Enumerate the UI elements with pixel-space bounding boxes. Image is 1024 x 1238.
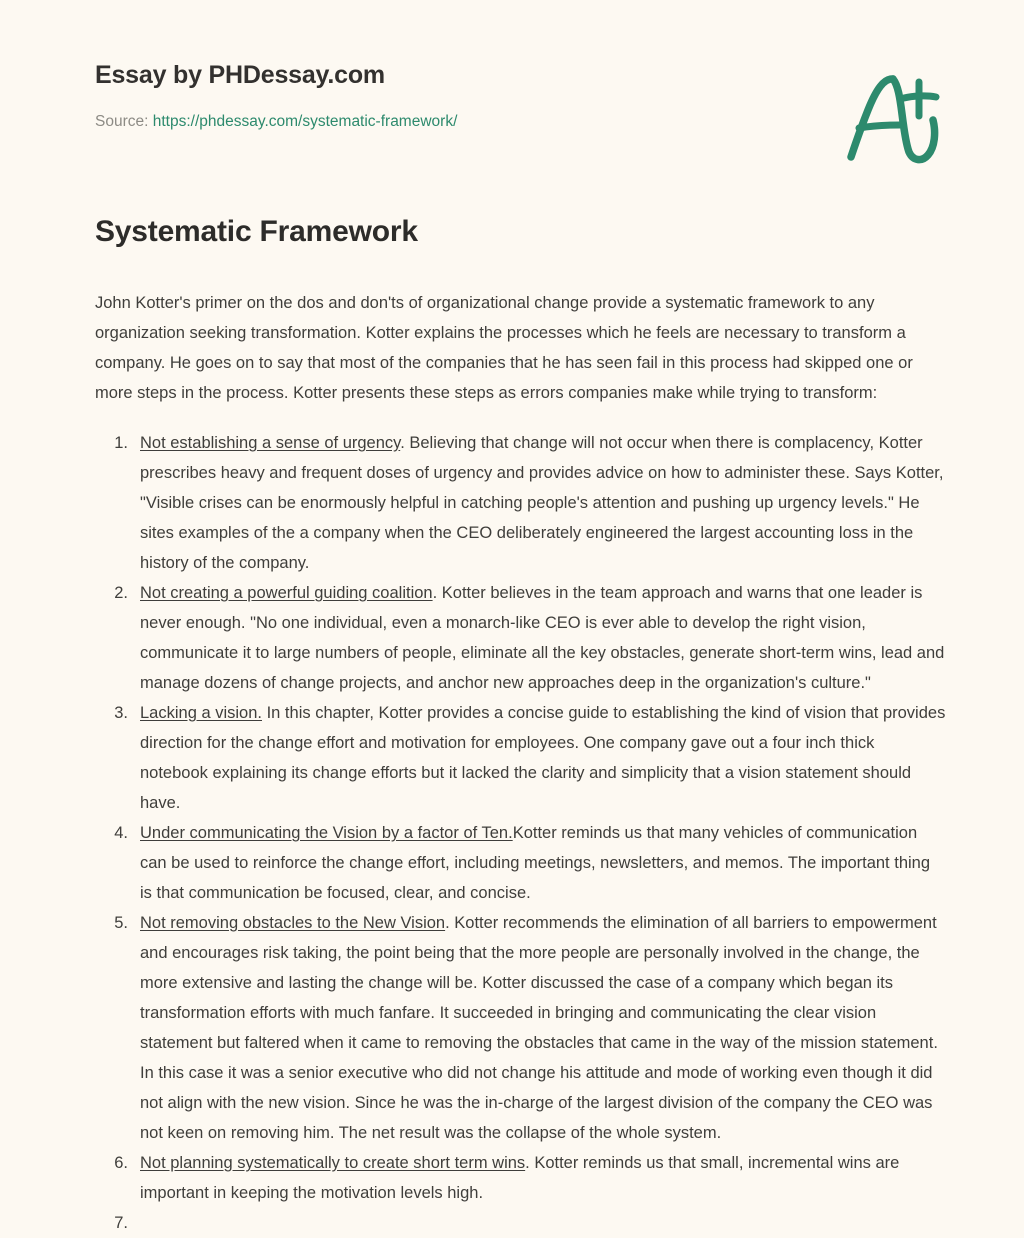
source-url-link[interactable]: https://phdessay.com/systematic-framework/ xyxy=(152,112,458,130)
list-item-lead: Not planning systematically to create short term wins xyxy=(140,1154,526,1172)
list-item-body: . Believing that change will not occur when there is complacency, Kotter prescribes heavy and frequent doses of urgency and provides advice on how to administer these. Says Kotter, "Visible crises can be enormously helpful in catching people's attention and pushing up urgency levels." He sites examples of the a company when the CEO deliberately engineered the largest accounting loss in the history of the company. xyxy=(140,434,944,572)
page-header xyxy=(0,0,1024,148)
list-item-body: . Kotter believes in the team approach and warns that one leader is never enough. "No one individual, even a monarch-like CEO is ever able to develop the right vision, communicate it to large numbers of people, eliminate all the key obstacles, generate short-term wins, lead and manage dozens of change projects, and anchor new approaches deep in the organization's culture." xyxy=(140,584,945,692)
list-item-lead: Under communicating the Vision by a factor of Ten. xyxy=(140,824,513,842)
intro-paragraph: John Kotter's primer on the dos and don'ts of organizational change provide a systematic framework to any organization seeking transformation. Kotter explains the processes which he feels are necessary to transform a company. He goes on to say that most of the companies that he has seen fail in this process had skipped one or more steps in the process. Kotter presents these steps as errors companies make while trying to transform: xyxy=(95,294,913,402)
list-item-lead: Not creating a powerful guiding coalition xyxy=(140,584,433,602)
list-item xyxy=(95,818,946,908)
errors-list xyxy=(95,428,946,1238)
source-label: Source: xyxy=(95,112,149,130)
source-line xyxy=(95,113,960,132)
list-item-lead: Lacking a vision. xyxy=(140,704,262,722)
list-item xyxy=(95,1148,946,1208)
list-item xyxy=(95,908,946,1148)
list-item-lead: Not establishing a sense of urgency xyxy=(140,434,401,452)
list-item-body: . Kotter reminds us that small, incremental wins are important in keeping the motivation levels high. xyxy=(140,1154,900,1202)
list-item-body: Kotter reminds us that many vehicles of communication can be used to reinforce the change effort, including meetings, newsletters, and memos. The important thing is that communication be focused, clear, and concise. xyxy=(140,824,931,902)
a-plus-icon xyxy=(840,68,952,168)
list-item xyxy=(95,428,946,578)
page-content xyxy=(0,214,1024,1238)
list-item xyxy=(95,1208,946,1238)
page-title: Systematic Framework xyxy=(95,215,418,248)
a-plus-logo xyxy=(840,68,952,168)
list-item-body: . Kotter recommends the elimination of all barriers to empowerment and encourages risk taking, the point being that the more people are personally involved in the change, the more extensive and lasting the change will be. Kotter discussed the case of a company which began its transformation efforts with much fanfare. It succeeded in bringing and communicating the clear vision statement but faltered when it came to removing the obstacles that came in the way of the mission statement. In this case it was a senior executive who did not change his attitude and mode of working even though it did not align with the new vision. Since he was the in-charge of the largest division of the company the CEO was not keen on removing him. The net result was the collapse of the whole system. xyxy=(140,914,938,1142)
brand-title: Essay by PHDessay.com xyxy=(95,61,385,89)
list-item-body: In this chapter, Kotter provides a concise guide to establishing the kind of vision that provides direction for the change effort and motivation for employees. One company gave out a four inch thick notebook explaining its change efforts but it lacked the clarity and simplicity that a vision statement should have. xyxy=(140,704,946,812)
list-item-lead: Not removing obstacles to the New Vision xyxy=(140,914,446,932)
list-item xyxy=(95,698,946,818)
list-item xyxy=(95,578,946,698)
